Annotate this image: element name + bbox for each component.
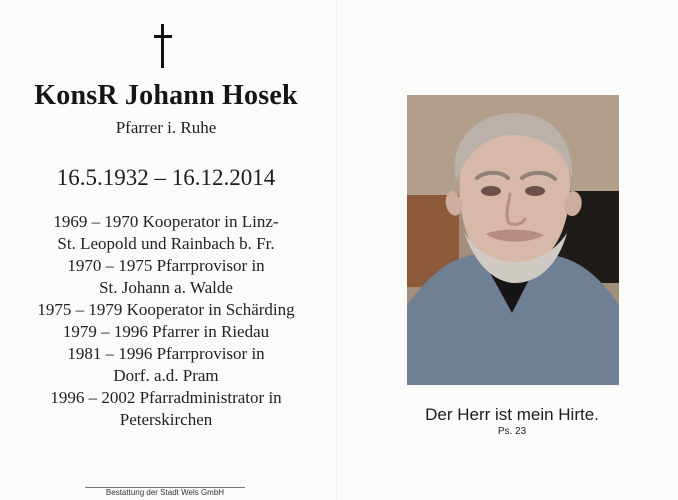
cross-horizontal-bar	[154, 35, 172, 38]
right-eye	[525, 186, 545, 196]
career-line: 1969 – 1970 Kooperator in Linz-	[53, 212, 279, 231]
career-line: 1975 – 1979 Kooperator in Schärding	[37, 300, 295, 319]
cross-vertical-bar	[161, 24, 164, 68]
career-line: 1996 – 2002 Pfarradministrator in	[50, 388, 282, 407]
career-list	[0, 211, 332, 431]
left-eye	[481, 186, 501, 196]
funeral-home: Bestattung der Stadt Wels GmbH	[105, 488, 225, 497]
deceased-title: Pfarrer i. Ruhe	[115, 118, 217, 137]
career-line: 1981 – 1996 Pfarrprovisor in	[67, 344, 265, 363]
portrait-illustration	[407, 95, 619, 385]
psalm-reference: Ps. 23	[497, 426, 527, 437]
deceased-name: KonsR Johann Hosek	[34, 80, 298, 111]
career-line: Peterskirchen	[119, 410, 213, 429]
life-dates: 16.5.1932 – 16.12.2014	[56, 165, 276, 190]
bible-quote: Der Herr ist mein Hirte.	[425, 405, 599, 424]
career-line: St. Johann a. Walde	[99, 278, 233, 297]
career-line: Dorf. a.d. Pram	[113, 366, 219, 385]
cross-icon	[154, 24, 172, 68]
portrait-photo	[407, 95, 619, 385]
career-line: St. Leopold und Rainbach b. Fr.	[57, 234, 275, 253]
career-line: 1979 – 1996 Pfarrer in Riedau	[62, 322, 270, 341]
career-line: 1970 – 1975 Pfarrprovisor in	[67, 256, 265, 275]
card-fold	[336, 0, 337, 500]
